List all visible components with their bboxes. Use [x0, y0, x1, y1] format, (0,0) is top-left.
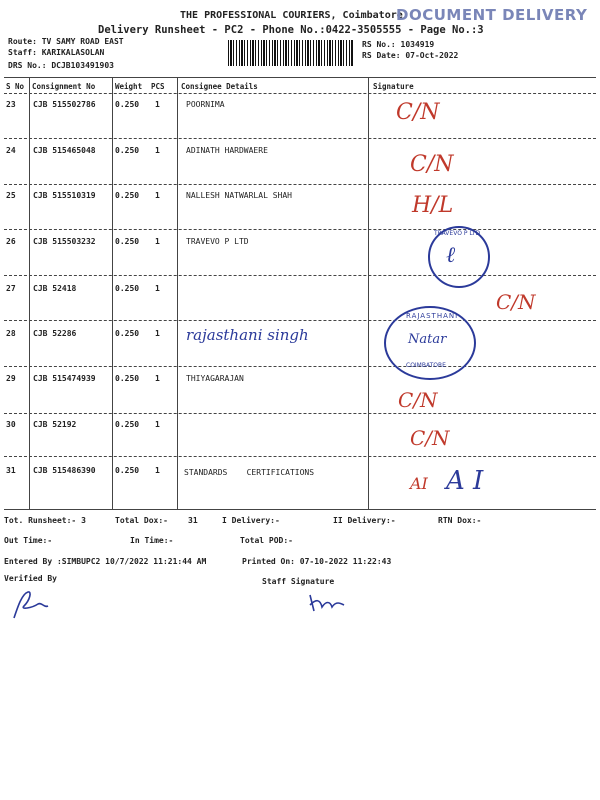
row-pcs: 1: [155, 466, 160, 475]
row-separator: [4, 320, 596, 321]
row-pcs: 1: [155, 191, 160, 200]
seal-text: TRAVEVO P LTD: [434, 230, 481, 237]
i-delivery: I Delivery:-: [222, 516, 280, 525]
row-pcs: 1: [155, 237, 160, 246]
company-name: THE PROFESSIONAL COURIERS, Coimbatore: [180, 10, 403, 21]
staff-signature-label: Staff Signature: [262, 577, 335, 586]
row-weight: 0.250: [115, 100, 140, 109]
row-signature-mark: H/L: [412, 193, 454, 218]
barcode: [228, 40, 354, 66]
row-separator: [4, 229, 596, 230]
handwritten-consignee: rajasthani singh: [186, 326, 309, 344]
row-consignee: ADINATH HARDWAERE: [186, 146, 268, 155]
row-sno: 28: [6, 329, 16, 338]
col-pcs: PCS: [151, 82, 165, 91]
row-signature-mark: C/N: [398, 388, 438, 412]
row-weight: 0.250: [115, 146, 140, 155]
row-signature-mark: AI: [410, 474, 428, 493]
drs-number: DRS No.: DCJB103491903: [8, 61, 114, 70]
col-consignment: Consignment No: [32, 82, 96, 91]
handwritten-signature: A I: [446, 466, 484, 496]
col-consignee: Consignee Details: [181, 82, 258, 91]
row-signature-mark: C/N: [410, 152, 454, 177]
row-consignment: CJB 52286: [33, 329, 77, 338]
row-pcs: 1: [155, 100, 160, 109]
row-pcs: 1: [155, 420, 160, 429]
row-weight: 0.250: [115, 191, 140, 200]
row-consignee: THIYAGARAJAN: [186, 374, 244, 383]
row-pcs: 1: [155, 284, 160, 293]
row-sno: 30: [6, 420, 16, 429]
total-runsheet: Tot. Runsheet:- 3: [4, 516, 86, 525]
row-consignment: CJB 515474939: [33, 374, 96, 383]
col-divider: [368, 77, 369, 509]
out-time: Out Time:-: [4, 536, 53, 545]
row-consignment: CJB 515465048: [33, 146, 96, 155]
route: Route: TV SAMY ROAD EAST: [8, 37, 124, 46]
rs-date: RS Date: 07-Oct-2022: [362, 51, 459, 60]
seal-text: COIMBATORE: [406, 362, 446, 369]
row-separator: [4, 138, 596, 139]
row-separator: [4, 184, 596, 185]
staff-signature: [306, 591, 356, 615]
row-consignment: CJB 52192: [33, 420, 77, 429]
company-seal: [384, 306, 476, 380]
in-time: In Time:-: [130, 536, 174, 545]
row-weight: 0.250: [115, 284, 140, 293]
row-consignment: CJB 515503232: [33, 237, 96, 246]
row-signature-mark: C/N: [496, 290, 536, 314]
row-consignee: TRAVEVO P LTD: [186, 237, 249, 246]
verified-by: Verified By: [4, 574, 57, 583]
entered-by: Entered By :SIMBUPC2 10/7/2022 11:21:44 AM: [4, 557, 207, 566]
row-pcs: 1: [155, 374, 160, 383]
row-consignee: POORNIMA: [186, 100, 225, 109]
row-sno: 25: [6, 191, 16, 200]
verifier-signature: [8, 588, 52, 622]
ii-delivery: II Delivery:-: [333, 516, 396, 525]
company-seal: [428, 226, 490, 288]
row-weight: 0.250: [115, 420, 140, 429]
document-delivery-stamp: DOCUMENT DELIVERY: [396, 6, 588, 24]
row-sno: 26: [6, 237, 16, 246]
row-weight: 0.250: [115, 374, 140, 383]
row-signature-mark: C/N: [410, 426, 450, 450]
col-signature: Signature: [373, 82, 414, 91]
header-separator: [4, 93, 596, 94]
runsheet-title: Delivery Runsheet - PC2 - Phone No.:0422-3505555 - Page No.:3: [98, 24, 484, 36]
row-separator: [4, 275, 596, 276]
row-separator: [4, 366, 596, 367]
col-divider: [177, 77, 178, 509]
row-weight: 0.250: [115, 237, 140, 246]
seal-text: RAJASTHANI: [406, 312, 459, 320]
row-consignee: STANDARDS CERTIFICATIONS: [184, 468, 315, 477]
signature-scribble: ℓ: [446, 243, 456, 268]
rtn-dox: RTN Dox:-: [438, 516, 482, 525]
row-pcs: 1: [155, 329, 160, 338]
row-sno: 29: [6, 374, 16, 383]
row-consignment: CJB 52418: [33, 284, 77, 293]
col-sno: S No: [6, 82, 25, 91]
row-weight: 0.250: [115, 329, 140, 338]
total-pod: Total POD:-: [240, 536, 293, 545]
col-divider: [112, 77, 113, 509]
row-sno: 27: [6, 284, 16, 293]
row-sno: 31: [6, 466, 16, 475]
row-separator: [4, 413, 596, 414]
row-pcs: 1: [155, 146, 160, 155]
table-top-border: [4, 77, 596, 78]
row-separator: [4, 456, 596, 457]
rs-number: RS No.: 1034919: [362, 40, 435, 49]
printed-on: Printed On: 07-10-2022 11:22:43: [242, 557, 392, 566]
row-sno: 24: [6, 146, 16, 155]
seal-signature: Natar: [408, 332, 447, 347]
row-consignment: CJB 515510319: [33, 191, 96, 200]
table-bottom-border: [4, 509, 596, 510]
row-consignment: CJB 515502786: [33, 100, 96, 109]
staff: Staff: KARIKALASOLAN: [8, 48, 105, 57]
row-signature-mark: C/N: [396, 100, 440, 125]
row-sno: 23: [6, 100, 16, 109]
row-consignment: CJB 515486390: [33, 466, 96, 475]
col-divider: [29, 77, 30, 509]
total-dox-value: 31: [188, 516, 198, 525]
row-weight: 0.250: [115, 466, 140, 475]
col-weight: Weight: [115, 82, 143, 91]
total-dox-label: Total Dox:-: [115, 516, 168, 525]
row-consignee: NALLESH NATWARLAL SHAH: [186, 191, 292, 200]
